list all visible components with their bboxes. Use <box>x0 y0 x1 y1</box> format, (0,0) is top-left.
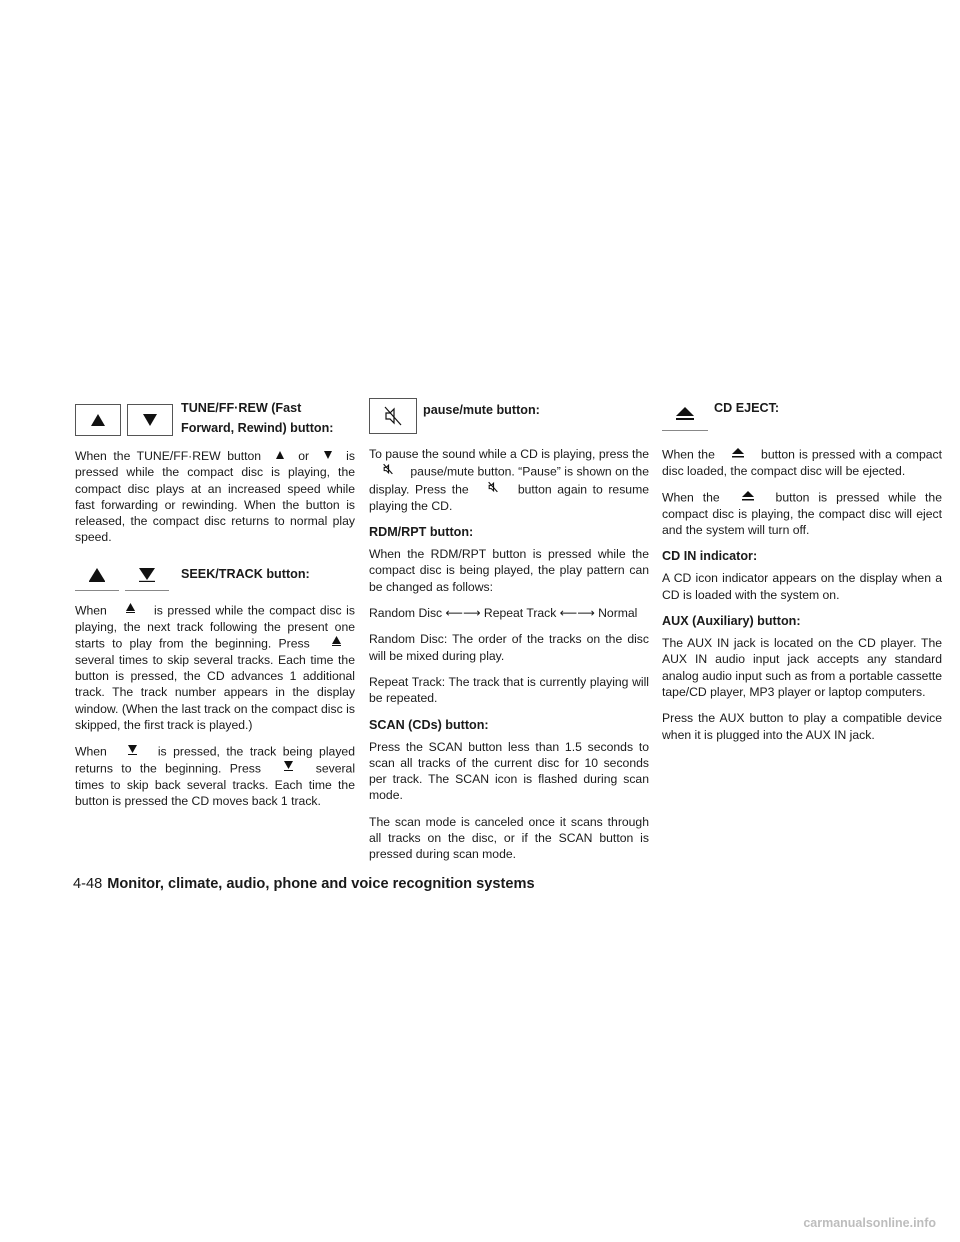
tune-up-button-icon <box>75 404 121 436</box>
column-3 <box>662 398 942 753</box>
column-2 <box>369 398 649 873</box>
eject-paragraph-2 <box>662 489 942 538</box>
seek-text-c: several times to skip several tracks. Each time the button is pressed, the CD advances 1 additional track. The track number appears in the display window. (When the last track on the compact disc is skipped, the first track is played.) <box>75 652 355 732</box>
rdm-seq-normal: Normal <box>598 606 638 621</box>
tune-text-or: or <box>298 449 310 463</box>
triangle-down-icon <box>316 449 340 462</box>
pause-paragraph <box>369 446 649 514</box>
eject-icon-2 <box>729 489 767 502</box>
pause-text-b: pause/mute button. “Pause” is shown on the display. Press the <box>369 464 649 497</box>
seek-paragraph-2 <box>75 743 355 809</box>
eject-title: CD EJECT: <box>714 401 780 415</box>
seek-down-button-icon <box>125 560 169 591</box>
seek-title: SEEK/TRACK button: <box>181 566 310 581</box>
seek-down-icon-2 <box>269 760 307 773</box>
rdm-sequence <box>369 605 649 621</box>
seek-paragraph-1 <box>75 602 355 733</box>
eject-icon <box>719 446 757 459</box>
seek2-text-a: When <box>75 744 107 759</box>
seek-up-icon-2 <box>317 635 355 648</box>
triangle-up-icon <box>268 449 292 462</box>
seek-up-icon <box>111 602 149 615</box>
eject2-text-a: When the <box>662 490 720 505</box>
pause-header <box>369 398 649 438</box>
pause-text-a: To pause the sound while a CD is playing, press the <box>369 447 649 461</box>
eject-header <box>662 398 942 438</box>
aux-paragraph-1: The AUX IN jack is located on the CD player. The AUX IN audio input jack accepts any standard analog audio input such as from a portable cassette tape/CD player, MP3 player or laptop computers. <box>662 636 942 699</box>
double-arrow-icon-2: ⟵⟶ <box>559 606 595 621</box>
seek-up-button-icon <box>75 560 119 591</box>
page-footer <box>73 876 535 892</box>
seek2-text-b: is pressed, the track being played returns to the beginning. Press <box>75 744 355 776</box>
aux-paragraph-2: Press the AUX button to play a compatible device when it is plugged into the AUX IN jack. <box>662 711 942 742</box>
scan-paragraph-2: The scan mode is canceled once it scans through all tracks on the disc, or if the SCAN button is pressed during scan mode. <box>369 814 649 862</box>
tune-header <box>75 398 355 440</box>
eject-paragraph-1 <box>662 446 942 479</box>
rdm-title: RDM/RPT button: <box>369 525 474 540</box>
pause-text-c: button again to resume playing the CD. <box>369 482 650 513</box>
rdm-paragraph-3: Repeat Track: The track that is currently playing will be repeated. <box>369 674 649 706</box>
seek-down-icon <box>113 743 151 756</box>
double-arrow-icon: ⟵⟶ <box>445 606 481 621</box>
rdm-paragraph-1: When the RDM/RPT button is pressed while the compact disc is being played, the play pattern can be changed as follows: <box>369 547 649 594</box>
eject-button-icon <box>662 398 708 431</box>
tune-title-line2: Forward, Rewind) button: <box>181 421 334 435</box>
eject-text-a: When the <box>662 447 715 462</box>
seek-header <box>75 556 355 594</box>
tune-paragraph <box>75 448 355 546</box>
tune-title-line1: TUNE/FF·REW (Fast <box>181 401 302 415</box>
seek2-text-c: several times to skip back several tracks. Each time the button is pressed the CD moves back 1 track. <box>75 761 356 809</box>
mute-icon <box>369 462 407 475</box>
eject2-text-b: button is pressed while the compact disc is playing, the compact disc will eject and the system will turn off. <box>662 490 942 538</box>
eject-text-b: button is pressed with a compact disc loaded, the compact disc will be ejected. <box>662 447 943 478</box>
watermark: carmanualsonline.info <box>803 1216 936 1230</box>
cdin-paragraph: A CD icon indicator appears on the display when a CD is loaded with the system on. <box>662 571 942 602</box>
mute-icon-2 <box>474 480 512 493</box>
rdm-paragraph-2: Random Disc: The order of the tracks on the disc will be mixed during play. <box>369 632 649 663</box>
tune-text-b: is pressed while the compact disc is playing, the compact disc plays at an increased speed while fast forwarding or rewinding. When the button is released, the compact disc returns to normal play speed. <box>75 449 355 545</box>
seek-text-a: When <box>75 603 107 618</box>
seek-text-b: is pressed while the compact disc is playing, the next track following the present one starts to play from the beginning. Press <box>75 603 355 651</box>
page-number: 4-48 <box>73 876 103 892</box>
chapter-title: Monitor, climate, audio, phone and voice recognition systems <box>107 876 535 892</box>
cdin-title: CD IN indicator: <box>662 549 758 564</box>
mute-button-icon <box>369 398 417 434</box>
column-1 <box>75 398 355 819</box>
pause-title: pause/mute button: <box>423 403 540 417</box>
rdm-seq-random: Random Disc <box>369 606 443 621</box>
tune-down-button-icon <box>127 404 173 436</box>
aux-title: AUX (Auxiliary) button: <box>662 614 801 629</box>
tune-text-a: When the TUNE/FF·REW button <box>75 449 262 463</box>
scan-title: SCAN (CDs) button: <box>369 717 489 732</box>
rdm-seq-repeat: Repeat Track <box>483 606 557 621</box>
scan-paragraph-1: Press the SCAN button less than 1.5 seconds to scan all tracks of the current disc for 10 seconds per track. The SCAN icon is flashed during scan mode. <box>369 739 649 803</box>
